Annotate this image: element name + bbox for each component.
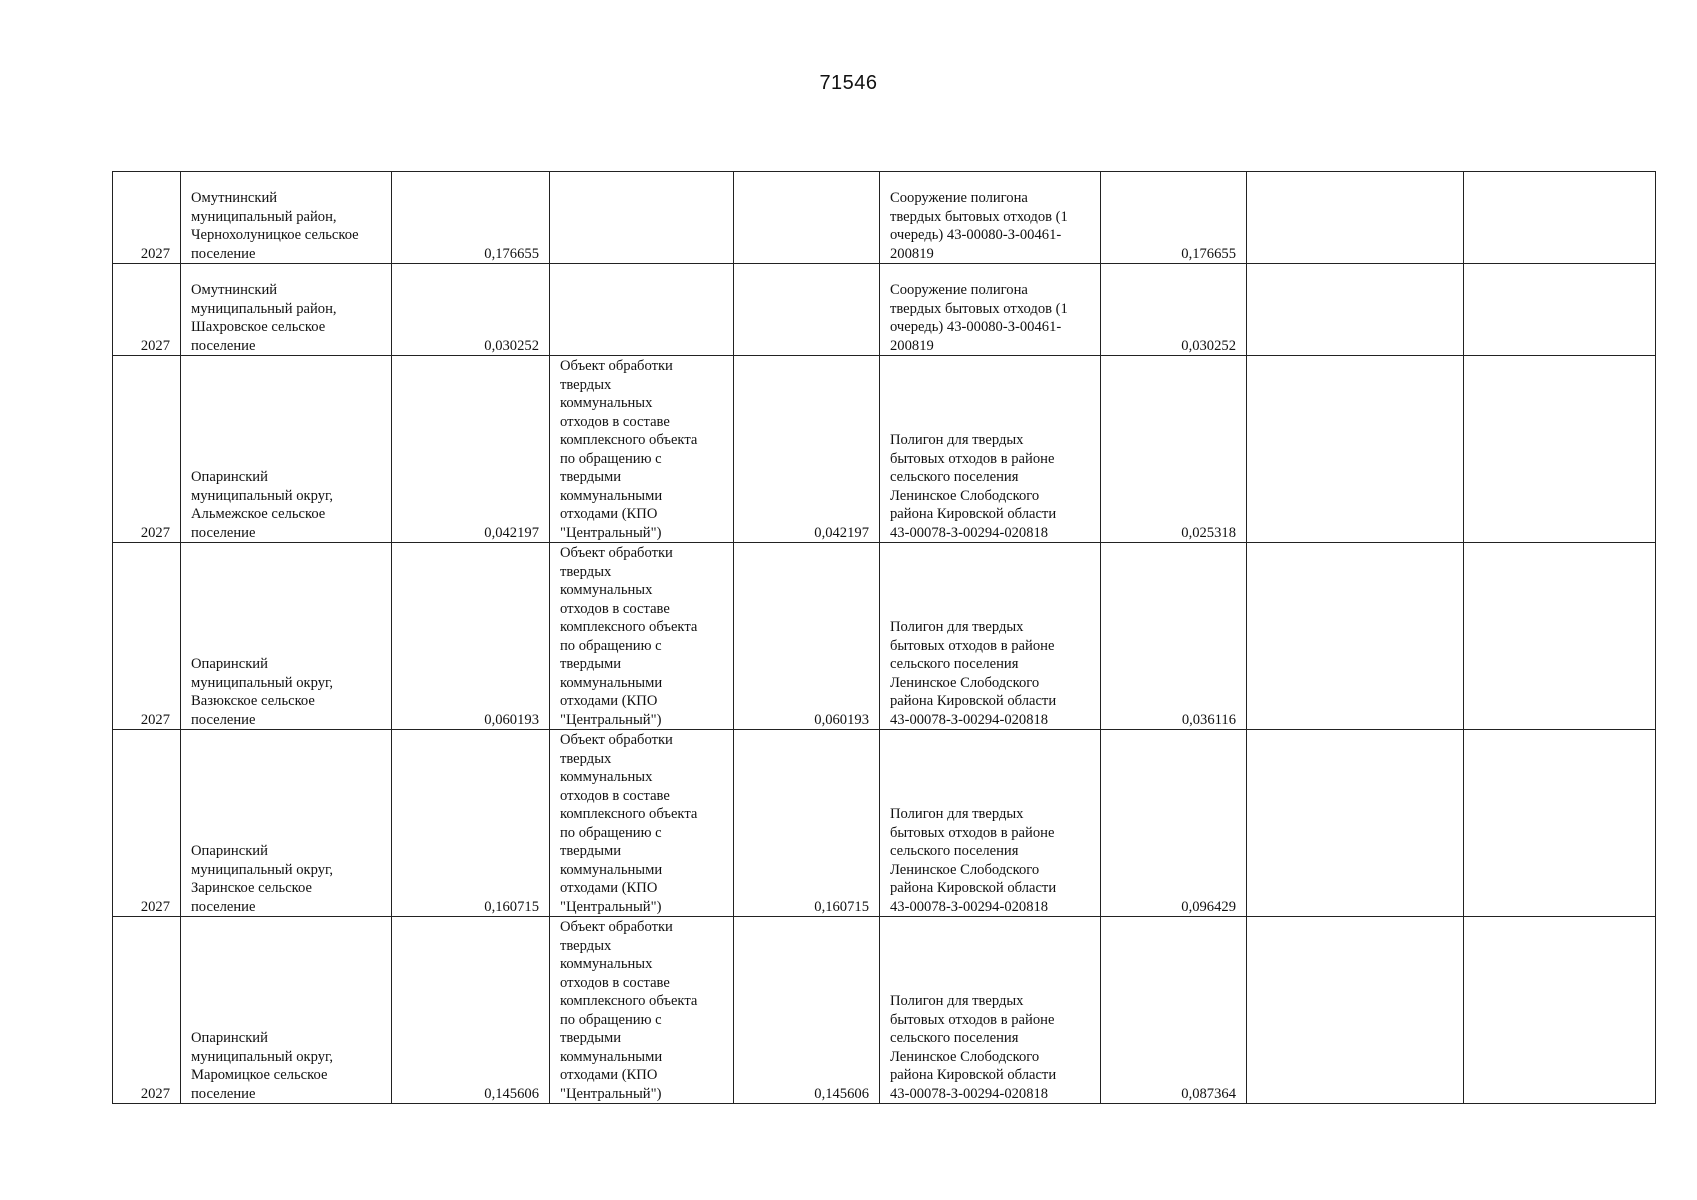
municipality-cell: Опаринский муниципальный округ, Альмежское сельское поселение	[181, 356, 392, 543]
municipality-cell: Опаринский муниципальный округ, Маромицкое сельское поселение	[181, 917, 392, 1104]
processing-volume-cell: 0,060193	[734, 543, 880, 730]
municipality-cell: Опаринский муниципальный округ, Вазюкское сельское поселение	[181, 543, 392, 730]
empty-cell	[1464, 356, 1656, 543]
processing-object-cell	[550, 264, 734, 356]
empty-cell	[1247, 730, 1464, 917]
empty-cell	[1247, 917, 1464, 1104]
disposal-volume-cell: 0,025318	[1101, 356, 1247, 543]
disposal-volume-cell: 0,036116	[1101, 543, 1247, 730]
processing-object-cell: Объект обработки твердых коммунальных отходов в составе комплексного объекта по обращению с твердыми коммунальными отходами (КПО "Центральный")	[550, 730, 734, 917]
empty-cell	[1247, 172, 1464, 264]
disposal-volume-cell: 0,087364	[1101, 917, 1247, 1104]
empty-cell	[1464, 917, 1656, 1104]
table-row	[113, 172, 1656, 264]
municipality-cell: Омутнинский муниципальный район, Шахровское сельское поселение	[181, 264, 392, 356]
empty-cell	[1464, 730, 1656, 917]
page-number: 71546	[819, 72, 878, 94]
year-cell: 2027	[113, 356, 181, 543]
empty-cell	[1464, 264, 1656, 356]
year-cell: 2027	[113, 172, 181, 264]
disposal-volume-cell: 0,176655	[1101, 172, 1247, 264]
table-body	[113, 172, 1656, 1104]
processing-object-cell: Объект обработки твердых коммунальных отходов в составе комплексного объекта по обращению с твердыми коммунальными отходами (КПО "Центральный")	[550, 543, 734, 730]
year-cell: 2027	[113, 917, 181, 1104]
empty-cell	[1247, 543, 1464, 730]
year-cell: 2027	[113, 543, 181, 730]
disposal-volume-cell: 0,030252	[1101, 264, 1247, 356]
table-row	[113, 730, 1656, 917]
disposal-volume-cell: 0,096429	[1101, 730, 1247, 917]
disposal-object-cell: Полигон для твердых бытовых отходов в районе сельского поселения Ленинское Слободского района Кировской области 43-00078-З-00294-020818	[880, 543, 1101, 730]
disposal-object-cell: Полигон для твердых бытовых отходов в районе сельского поселения Ленинское Слободского района Кировской области 43-00078-З-00294-020818	[880, 356, 1101, 543]
processing-volume-cell	[734, 264, 880, 356]
disposal-object-cell: Полигон для твердых бытовых отходов в районе сельского поселения Ленинское Слободского района Кировской области 43-00078-З-00294-020818	[880, 917, 1101, 1104]
processing-volume-cell: 0,042197	[734, 356, 880, 543]
table-row	[113, 543, 1656, 730]
volume-cell: 0,160715	[392, 730, 550, 917]
volume-cell: 0,042197	[392, 356, 550, 543]
table-row	[113, 356, 1656, 543]
processing-volume-cell	[734, 172, 880, 264]
volume-cell: 0,030252	[392, 264, 550, 356]
year-cell: 2027	[113, 264, 181, 356]
disposal-object-cell: Сооружение полигона твердых бытовых отходов (1 очередь) 43-00080-З-00461- 200819	[880, 172, 1101, 264]
volume-cell: 0,176655	[392, 172, 550, 264]
empty-cell	[1247, 356, 1464, 543]
processing-object-cell: Объект обработки твердых коммунальных отходов в составе комплексного объекта по обращению с твердыми коммунальными отходами (КПО "Центральный")	[550, 356, 734, 543]
processing-volume-cell: 0,160715	[734, 730, 880, 917]
disposal-object-cell: Сооружение полигона твердых бытовых отходов (1 очередь) 43-00080-З-00461- 200819	[880, 264, 1101, 356]
volume-cell: 0,145606	[392, 917, 550, 1104]
waste-flow-table	[112, 171, 1656, 1104]
municipality-cell: Опаринский муниципальный округ, Заринское сельское поселение	[181, 730, 392, 917]
municipality-cell: Омутнинский муниципальный район, Чернохолуницкое сельское поселение	[181, 172, 392, 264]
table-row	[113, 917, 1656, 1104]
disposal-object-cell: Полигон для твердых бытовых отходов в районе сельского поселения Ленинское Слободского района Кировской области 43-00078-З-00294-020818	[880, 730, 1101, 917]
processing-object-cell: Объект обработки твердых коммунальных отходов в составе комплексного объекта по обращению с твердыми коммунальными отходами (КПО "Центральный")	[550, 917, 734, 1104]
processing-object-cell	[550, 172, 734, 264]
table-row	[113, 264, 1656, 356]
processing-volume-cell: 0,145606	[734, 917, 880, 1104]
empty-cell	[1464, 543, 1656, 730]
empty-cell	[1464, 172, 1656, 264]
volume-cell: 0,060193	[392, 543, 550, 730]
year-cell: 2027	[113, 730, 181, 917]
empty-cell	[1247, 264, 1464, 356]
